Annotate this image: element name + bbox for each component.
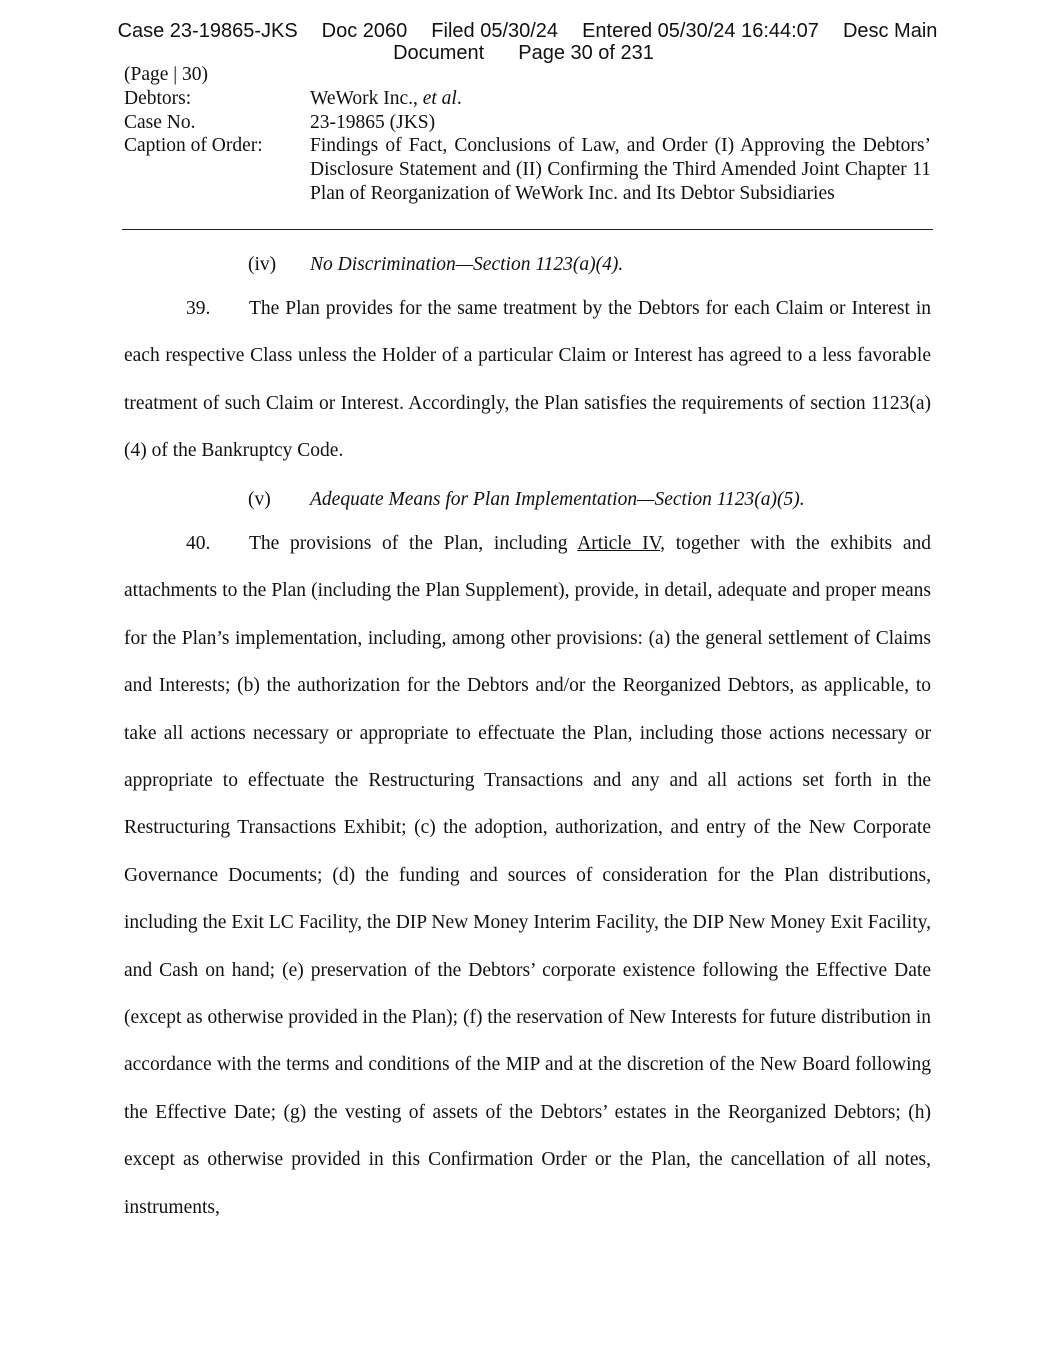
paragraph-text-start: The provisions of the Plan, including [249, 533, 578, 554]
paragraph-40 [124, 520, 931, 1231]
case-number-label: Case No. [124, 112, 196, 133]
caption-label: Caption of Order: [124, 135, 263, 156]
paragraph-number: 40. [186, 533, 211, 554]
case-number-value: 23-19865 (JKS) [310, 112, 436, 133]
debtors-value: WeWork Inc., et al. [310, 88, 462, 109]
stamp-description: Desc Main [842, 20, 938, 42]
caption-value: Findings of Fact, Conclusions of Law, and Order (I) Approving the Debtors’ Disclosure Statement and (II) Confirming the Third Amended Joint Chapter 11 Plan of Reorganization of WeWork Inc. and Its Debtor Subsidiaries [310, 135, 931, 204]
stamp-doc-number: Doc 2060 [321, 20, 408, 42]
stamp-document-label: Document [393, 42, 485, 64]
court-filing-stamp [0, 20, 1055, 64]
debtors-label: Debtors: [124, 88, 192, 109]
section-number: (iv) [248, 254, 277, 275]
stamp-case-number: Case 23-19865-JKS [117, 20, 298, 42]
section-title: No Discrimination—Section 1123(a)(4). [310, 254, 624, 275]
paragraph-39 [124, 285, 931, 475]
paragraph-text: The Plan provides for the same treatment by the Debtors for each Claim or Interest in each respective Class unless the Holder of a particular Claim or Interest has agreed to a less favorable treatment of such Claim or Interest. Accordingly, the Plan satisfies the requirements of section 1123(a)(4) of the Bankruptcy Code. [124, 298, 931, 462]
page-number-label: (Page | 30) [124, 64, 209, 85]
section-number: (v) [248, 489, 271, 510]
article-iv-reference: Article IV [577, 533, 661, 554]
stamp-entered-date: Entered 05/30/24 16:44:07 [582, 20, 819, 42]
paragraph-text-rest: , together with the exhibits and attachments to the Plan (including the Plan Supplement), provide, in detail, adequate and proper means for the Plan’s implementation, including, among other provisions: (a) the general settlement of Claims and Interests; (b) the authorization for the Debtors and/or the Reorganized Debtors, as applicable, to take all actions necessary or appropriate to effectuate the Plan, including those actions necessary or appropriate to effectuate the Restructuring Transactions and any and all actions set forth in the Restructuring Transactions Exhibit; (c) the adoption, authorization, and entry of the New Corporate Governance Documents; (d) the funding and sources of consideration for the Plan distributions, including the Exit LC Facility, the DIP New Money Interim Facility, the DIP New Money Exit Facility, and Cash on hand; (e) preservation of the Debtors’ corporate existence following the Effective Date (except as otherwise provided in the Plan); (f) the reservation of New Interests for future distribution in accordance with the terms and conditions of the MIP and at the discretion of the New Board following the Effective Date; (g) the vesting of assets of the Debtors’ estates in the Reorganized Debtors; (h) except as otherwise provided in this Confirmation Order or the Plan, the cancellation of all notes, instruments, [124, 533, 932, 1218]
header-divider [122, 229, 933, 230]
stamp-page-count: Page 30 of 231 [518, 42, 654, 64]
paragraph-number: 39. [186, 298, 211, 319]
section-title: Adequate Means for Plan Implementation—Section 1123(a)(5). [310, 489, 805, 510]
stamp-filed-date: Filed 05/30/24 [431, 20, 559, 42]
